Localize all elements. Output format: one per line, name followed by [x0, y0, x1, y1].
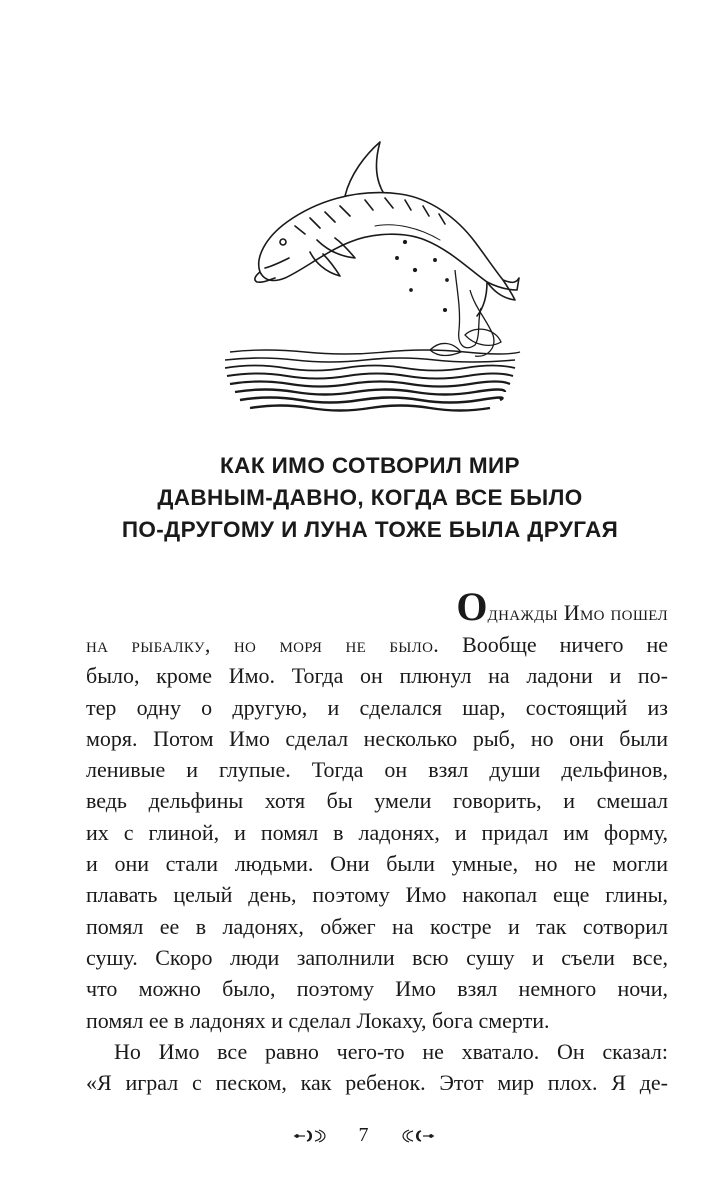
- text-line: плавать целый день, поэтому Имо накопал еще глины,: [86, 882, 668, 908]
- lead-in-text: днажды Имо пошел: [487, 600, 668, 625]
- text-line: было, кроме Имо. Тогда он плюнул на ладони и по-: [86, 663, 668, 689]
- sea-waves: [225, 350, 520, 411]
- ornament-right-icon: [399, 1129, 435, 1143]
- text-line: ведь дельфины хотя бы умели говорить, и смешал: [86, 788, 668, 814]
- text-line: «Я играл с песком, как ребенок. Этот мир плох. Я де-: [86, 1070, 668, 1096]
- lead-in-text: на рыбалку, но моря не было.: [86, 632, 440, 657]
- paragraph-first-line: [86, 584, 668, 629]
- text-line: ленивые и глупые. Тогда он взял души дельфинов,: [86, 757, 668, 783]
- text-line: помял ее в ладонях, обжег на костре и так сотворил: [86, 913, 668, 939]
- dolphin-illustration: [225, 130, 525, 415]
- page-footer: [0, 1124, 727, 1147]
- text-line: тер одну о другую, и сделался шар, состоящий из: [86, 694, 668, 720]
- text-line: и они стали людьми. Они были умные, но не могли: [86, 851, 668, 877]
- paragraph-first-line: Но Имо все равно чего-то не хватало. Он сказал:: [114, 1038, 668, 1064]
- text-line: сушу. Скоро люди заполнили всю сушу и съели все,: [86, 944, 668, 970]
- chapter-title: [60, 450, 680, 546]
- chapter-title-line: ПО-ДРУГОМУ И ЛУНА ТОЖЕ БЫЛА ДРУГАЯ: [121, 517, 619, 542]
- text-line: что можно было, поэтому Имо взял немного ночи,: [86, 976, 668, 1002]
- body-text: [86, 584, 669, 1098]
- text-span: Вообще ничего не: [439, 632, 669, 657]
- dolphin-icon: [255, 142, 519, 316]
- text-line: их с глиной, и помял в ладонях, и придал им форму,: [86, 819, 668, 845]
- ornament-left-icon: [293, 1129, 329, 1143]
- text-line: помял ее в ладонях и сделал Локаху, бога смерти.: [86, 1007, 550, 1033]
- drop-cap: О: [456, 584, 488, 629]
- chapter-title-line: ДАВНЫМ-ДАВНО, КОГДА ВСЕ БЫЛО: [157, 485, 583, 510]
- text-line: [86, 629, 668, 660]
- chapter-title-line: КАК ИМО СОТВОРИЛ МИР: [220, 453, 520, 478]
- text-line: моря. Потом Имо сделал несколько рыб, но они были: [86, 725, 668, 751]
- page-number: 7: [358, 1124, 369, 1146]
